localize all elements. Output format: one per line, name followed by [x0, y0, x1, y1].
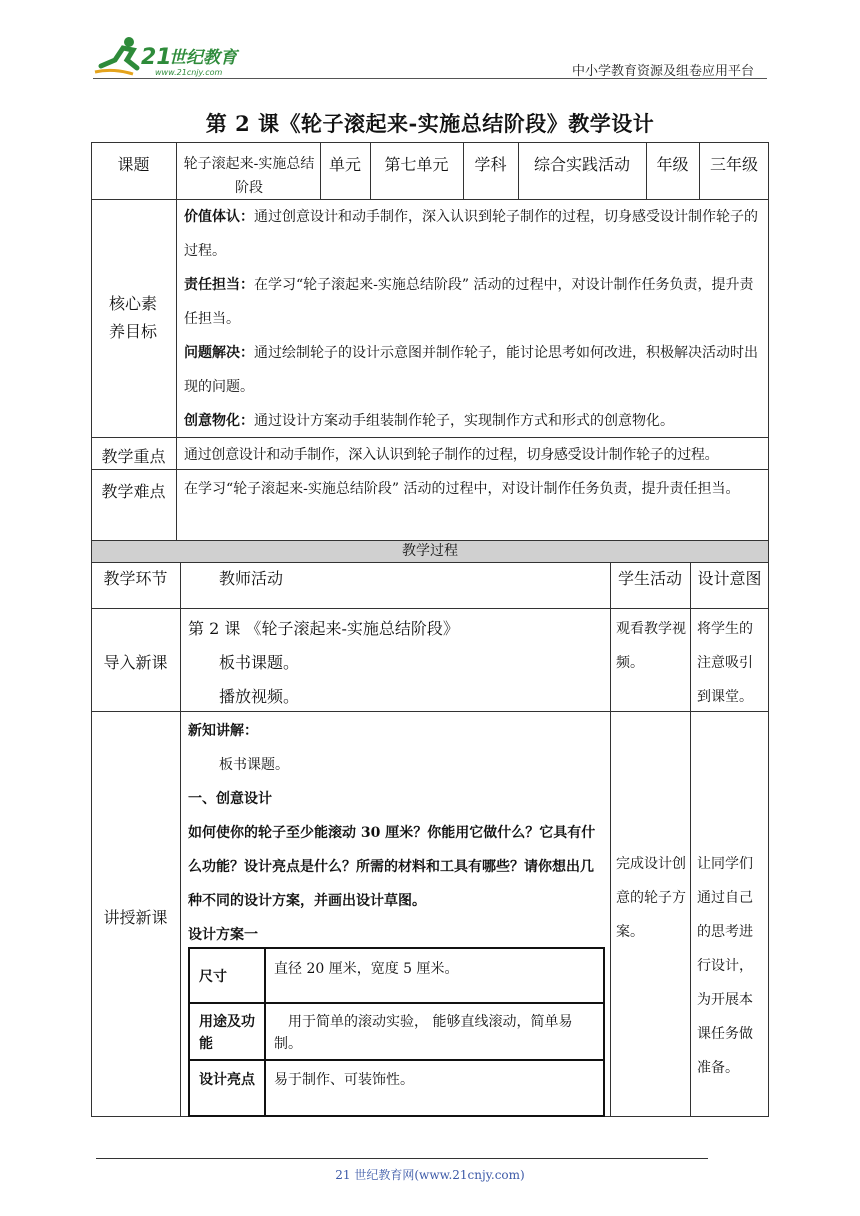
footer-text[interactable]: 21 世纪教育网(www.21cnjy.com) [335, 1168, 525, 1182]
process-header: 教学过程 [92, 541, 768, 562]
core-goals-label: 核心素养目标 [108, 294, 157, 341]
difficulty-text: 在学习“轮子滚起来-实施总结阶段” 活动的过程中，对设计制作任务负责，提升责任担当。 [184, 481, 740, 497]
page-title: 第 2 课《轮子滚起来-实施总结阶段》教学设计 [205, 111, 655, 136]
intro-line: 播放视频。 [219, 687, 300, 706]
intro-line: 板书课题。 [219, 653, 300, 672]
subject-label: 学科 [474, 155, 507, 174]
topic-value: 轮子滚起来-实施总结阶段 [183, 156, 315, 196]
col-teacher: 教师活动 [219, 569, 284, 588]
difficulty-label: 教学难点 [101, 482, 166, 501]
lecture-intent: 让同学们通过自己的思考进行设计，为开展本课任务做准备。 [697, 856, 753, 1076]
unit-label: 单元 [328, 155, 361, 174]
plan-label: 用途及功能 [199, 1014, 255, 1052]
lecture-line: 板书课题。 [219, 757, 289, 773]
logo [93, 36, 258, 78]
intro-teacher [188, 612, 606, 714]
plan-label: 设计亮点 [199, 1072, 255, 1088]
grade-value: 三年级 [709, 155, 758, 174]
goal-item: 问题解决：通过绘制轮子的设计示意图并制作轮子，能讨论思考如何改进，积极解决活动时出现的问题。 [184, 345, 758, 395]
runner-logo-icon [93, 36, 258, 78]
svg-text:www.21cnjy.com: www.21cnjy.com [155, 68, 223, 77]
key-point-label: 教学重点 [101, 447, 166, 466]
footer-divider [96, 1158, 708, 1159]
subject-value: 综合实践活动 [533, 155, 630, 174]
lecture-stage: 讲授新课 [103, 908, 168, 927]
goal-item: 创意物化：通过设计方案动手组装制作轮子，实现制作方式和形式的创意物化。 [184, 413, 674, 429]
intro-stage: 导入新课 [103, 653, 168, 672]
lecture-heading: 新知讲解： [188, 723, 258, 739]
col-intent: 设计意图 [697, 569, 762, 588]
plan-value: 用于简单的滚动实验， 能够直线滚动，简单易制。 [274, 1014, 573, 1052]
grade-label: 年级 [656, 155, 689, 174]
intro-line: 第 2 课 《轮子滚起来-实施总结阶段》 [188, 619, 459, 638]
intro-intent: 将学生的注意吸引到课堂。 [697, 621, 753, 705]
col-student: 学生活动 [617, 569, 682, 588]
plan-value: 易于制作、可装饰性。 [274, 1072, 414, 1088]
goal-item: 价值体认：通过创意设计和动手制作，深入认识到轮子制作的过程，切身感受设计制作轮子的过程。 [184, 209, 758, 259]
plan-label: 尺寸 [199, 969, 227, 985]
platform-name: 中小学教育资源及组卷应用平台 [572, 64, 755, 79]
intro-student: 观看教学视频。 [616, 621, 686, 671]
plan-value: 直径 20 厘米，宽度 5 厘米。 [274, 961, 459, 977]
col-stage: 教学环节 [103, 569, 168, 588]
lecture-teacher [188, 714, 606, 952]
design-question: 如何使你的轮子至少能滚动 30 厘米？你能用它做什么？它具有什么功能？设计亮点是什么？所需的材料和工具有哪些？请你想出几种不同的设计方案，并画出设计草图。 [188, 825, 596, 909]
section-heading: 一、创意设计 [188, 791, 272, 807]
plan-title: 设计方案一 [188, 927, 258, 943]
core-goals-list [184, 200, 764, 438]
lecture-student: 完成设计创意的轮子方案。 [616, 856, 686, 940]
header-divider [93, 78, 767, 79]
goal-item: 责任担当：在学习“轮子滚起来-实施总结阶段” 活动的过程中，对设计制作任务负责，提升责任担当。 [184, 277, 754, 327]
topic-label: 课题 [117, 155, 150, 174]
svg-text:21: 21 [141, 45, 172, 70]
unit-value: 第七单元 [384, 155, 449, 174]
key-point-text: 通过创意设计和动手制作，深入认识到轮子制作的过程，切身感受设计制作轮子的过程。 [184, 447, 719, 463]
svg-text:世纪教育: 世纪教育 [169, 48, 237, 68]
